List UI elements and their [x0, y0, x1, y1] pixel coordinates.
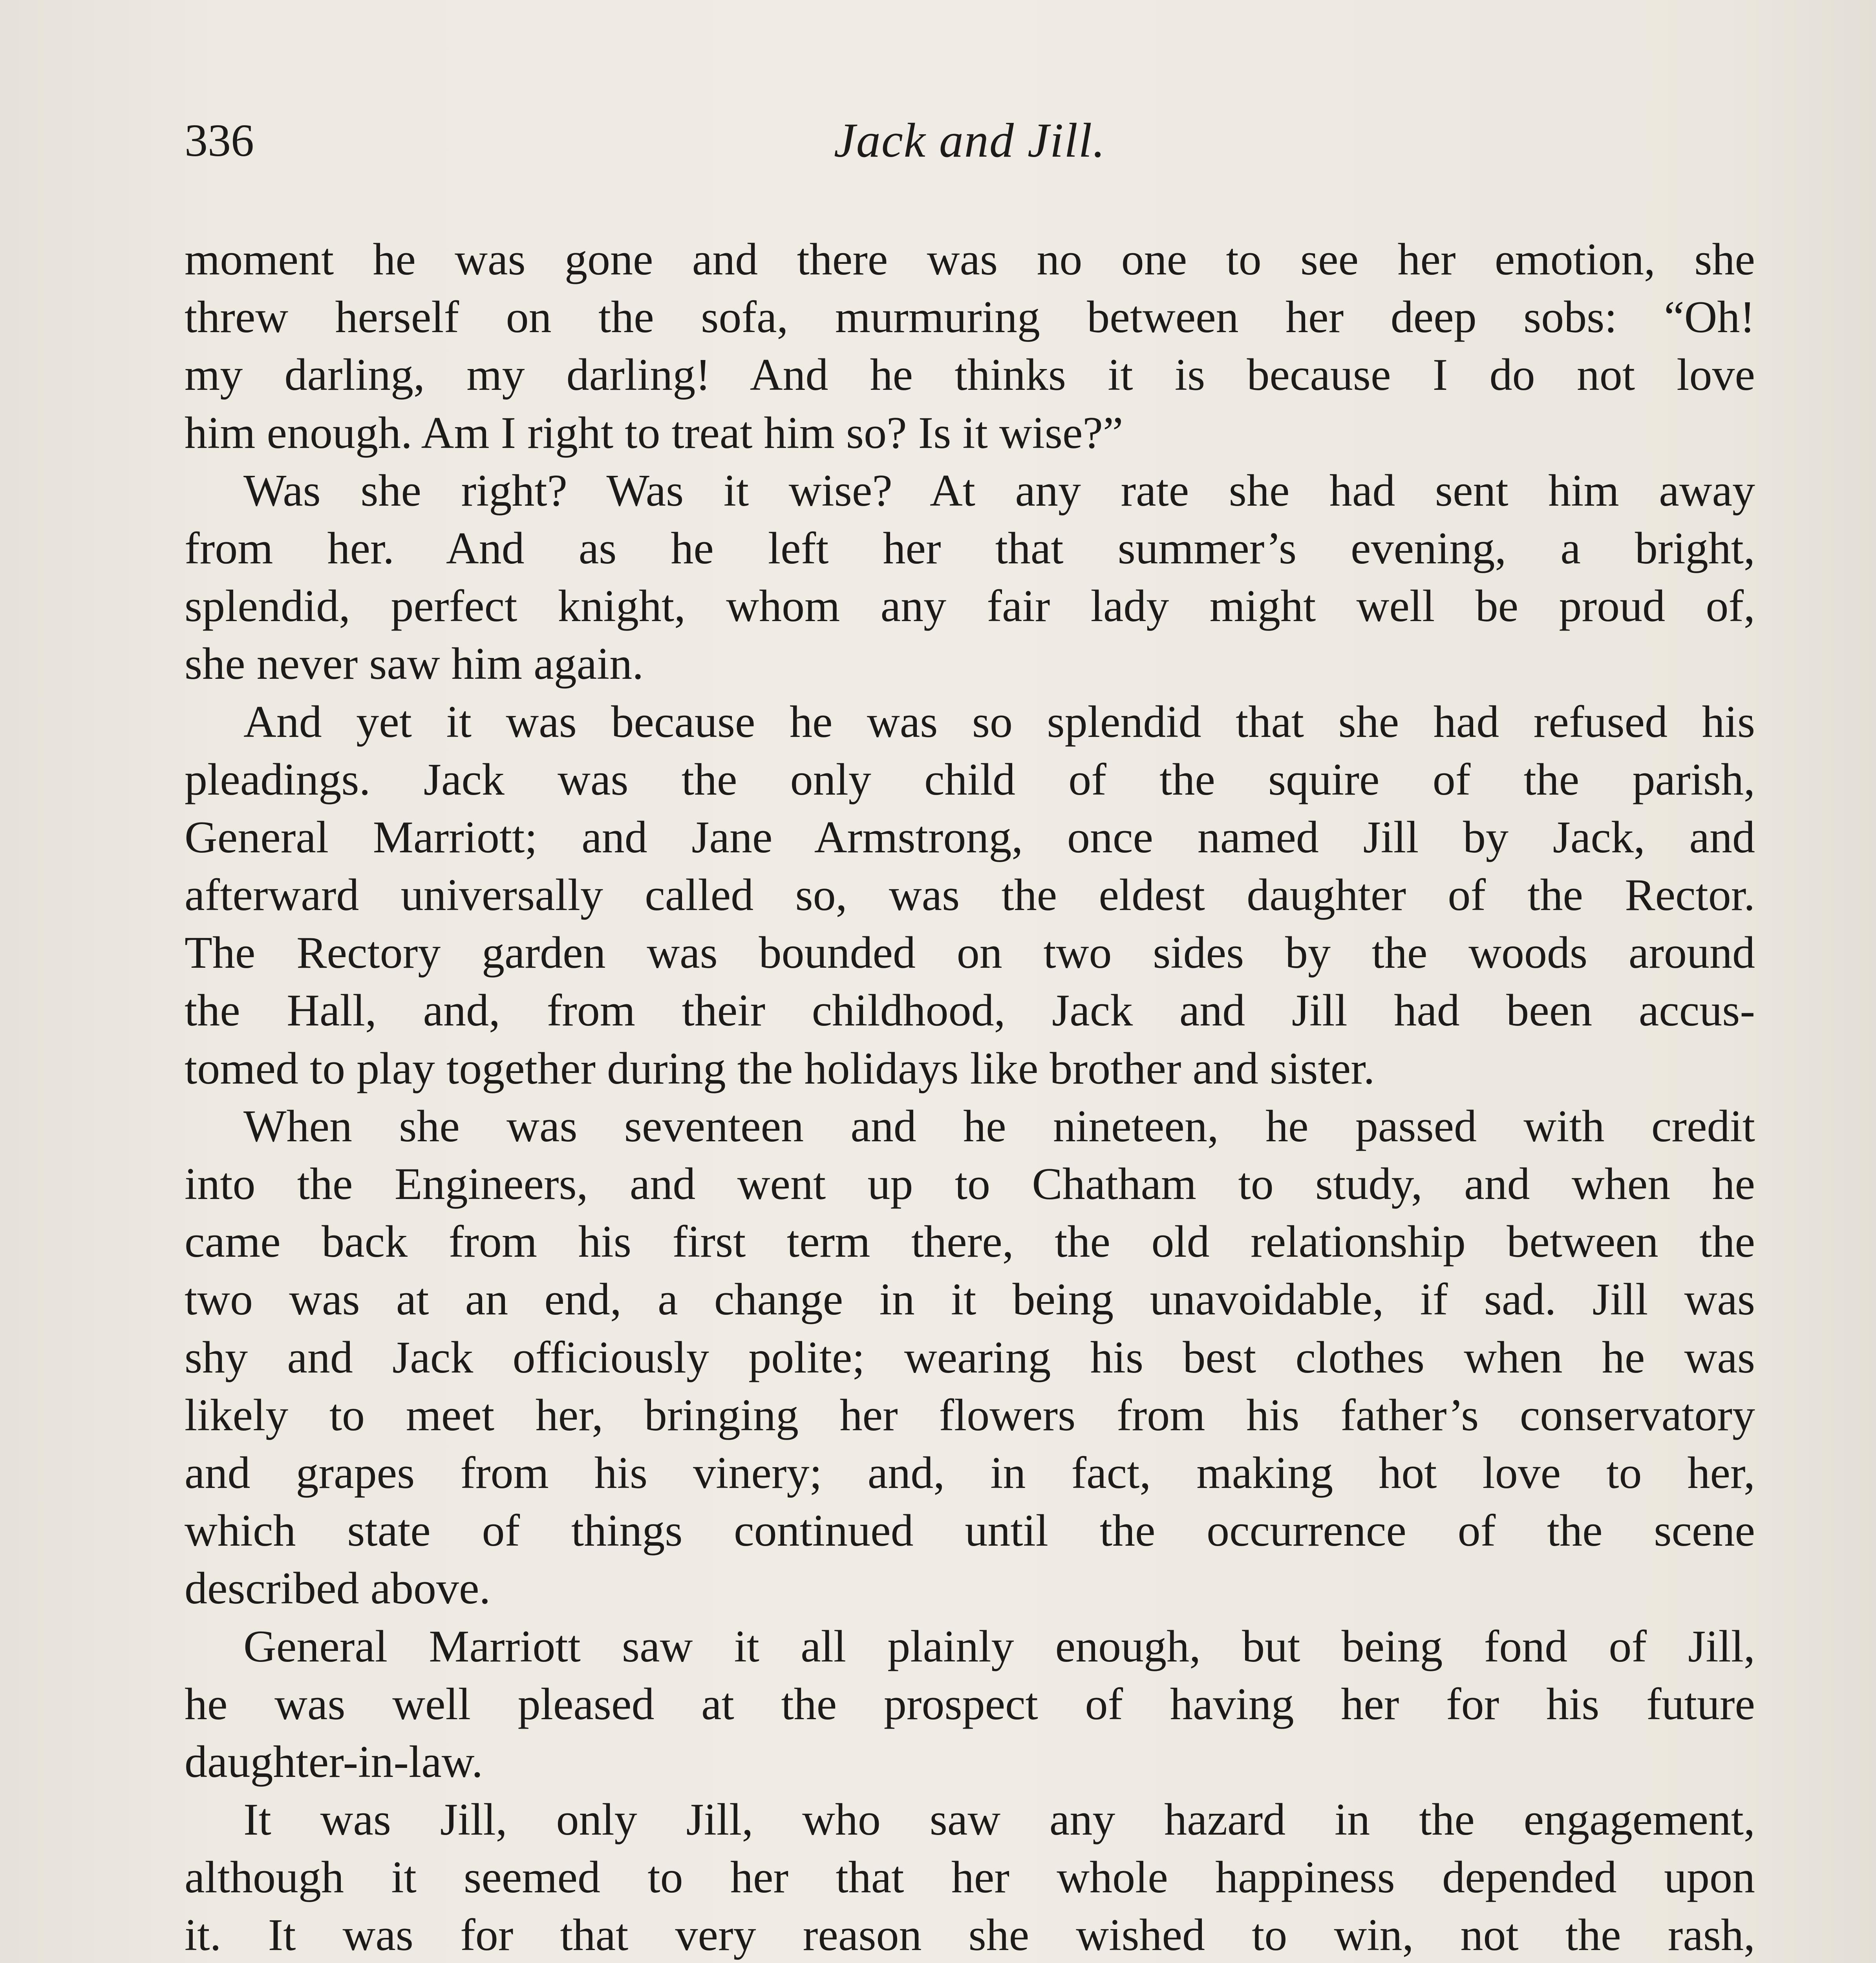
- text-line: described above.: [185, 1563, 491, 1614]
- text-line: splendid, perfect knight, whom any fair lady might well be proud of,: [185, 581, 1755, 632]
- text-line: two was at an end, a change in it being unavoidable, if sad. Jill was: [185, 1274, 1755, 1325]
- text-line: moment he was gone and there was no one to see her emotion, she: [185, 234, 1755, 285]
- page-header: [185, 109, 1755, 172]
- text-line: into the Engineers, and went up to Chatham to study, and when he: [185, 1159, 1755, 1209]
- text-line: pleadings. Jack was the only child of the squire of the parish,: [185, 754, 1755, 805]
- text-line: The Rectory garden was bounded on two sides by the woods around: [185, 928, 1755, 978]
- text-line: him enough. Am I right to treat him so? Is it wise?”: [185, 408, 1123, 458]
- text-line: the Hall, and, from their childhood, Jack and Jill had been accus-: [185, 985, 1755, 1036]
- text-line: although it seemed to her that her whole happiness depended upon: [185, 1852, 1755, 1903]
- page-number: 336: [185, 115, 254, 166]
- text-line: from her. And as he left her that summer’s evening, a bright,: [185, 523, 1755, 574]
- text-line: General Marriott saw it all plainly enough, but being fond of Jill,: [243, 1621, 1755, 1672]
- text-line: When she was seventeen and he nineteen, he passed with credit: [243, 1101, 1755, 1151]
- text-line: threw herself on the sofa, murmuring between her deep sobs: “Oh!: [185, 292, 1755, 343]
- running-title: Jack and Jill.: [834, 113, 1106, 167]
- text-line: came back from his first term there, the old relationship between the: [185, 1217, 1755, 1267]
- text-line: Was she right? Was it wise? At any rate she had sent him away: [243, 465, 1755, 516]
- body-text: [185, 231, 1755, 1963]
- text-line: my darling, my darling! And he thinks it is because I do not love: [185, 350, 1755, 400]
- text-line: General Marriott; and Jane Armstrong, once named Jill by Jack, and: [185, 812, 1755, 863]
- text-line: and grapes from his vinery; and, in fact, making hot love to her,: [185, 1448, 1755, 1498]
- text-line: she never saw him again.: [185, 639, 644, 689]
- text-line: afterward universally called so, was the eldest daughter of the Rector.: [185, 870, 1755, 921]
- text-line: And yet it was because he was so splendid that she had refused his: [243, 696, 1755, 747]
- text-line: It was Jill, only Jill, who saw any hazard in the engagement,: [243, 1795, 1755, 1845]
- text-line: tomed to play together during the holidays like brother and sister.: [185, 1043, 1375, 1094]
- text-line: which state of things continued until the occurrence of the scene: [185, 1506, 1755, 1556]
- text-line: he was well pleased at the prospect of having her for his future: [185, 1679, 1755, 1729]
- text-line: it. It was for that very reason she wished to win, not the rash,: [185, 1910, 1755, 1961]
- text-line: daughter-in-law.: [185, 1736, 483, 1787]
- text-line: shy and Jack officiously polite; wearing his best clothes when he was: [185, 1332, 1755, 1383]
- text-line: likely to meet her, bringing her flowers from his father’s conservatory: [185, 1390, 1755, 1440]
